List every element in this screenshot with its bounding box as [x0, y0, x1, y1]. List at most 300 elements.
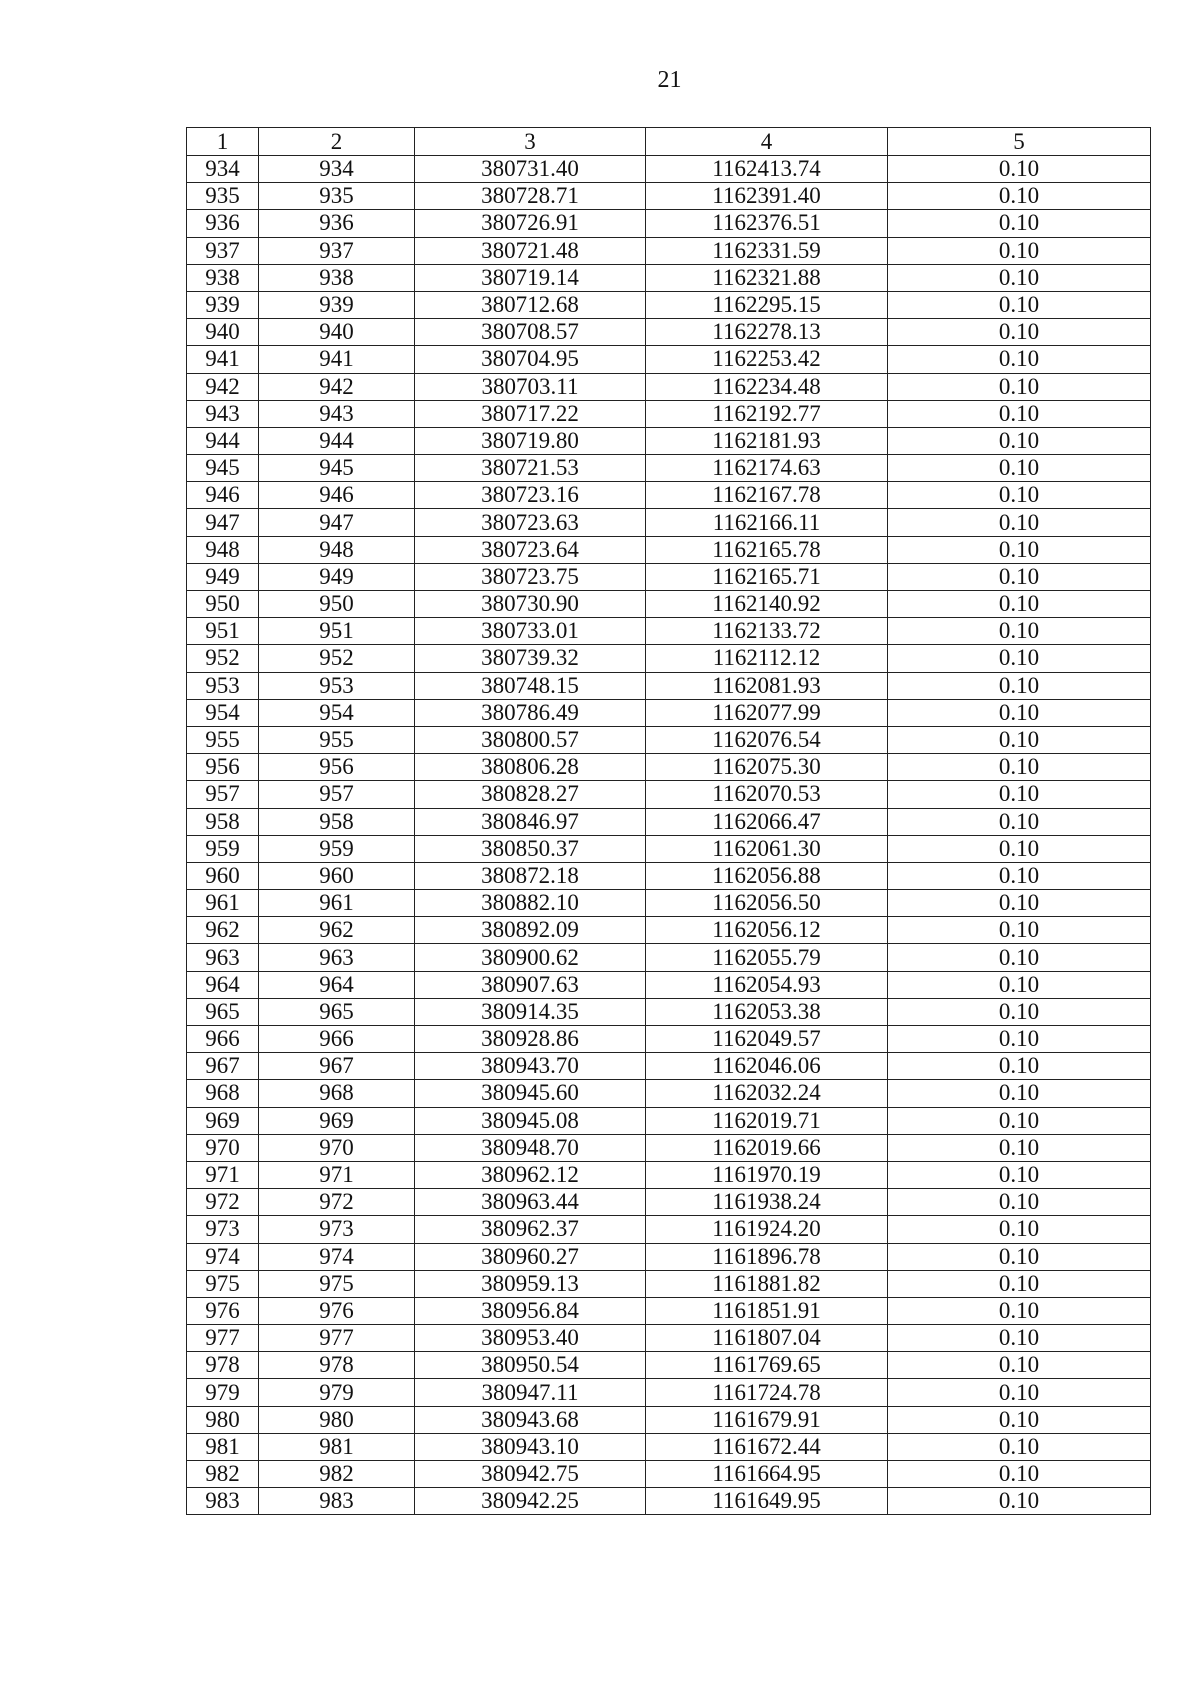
accuracy-cell: 0.10: [888, 427, 1151, 454]
point-id-cell: 936: [259, 210, 415, 237]
point-id-cell: 967: [259, 1053, 415, 1080]
table-row: [187, 482, 1151, 509]
accuracy-cell: 0.10: [888, 591, 1151, 618]
point-id-cell: 976: [259, 1297, 415, 1324]
point-number-cell: 950: [187, 591, 259, 618]
x-coordinate-cell: 380900.62: [415, 944, 646, 971]
table-row: [187, 808, 1151, 835]
table-row: [187, 699, 1151, 726]
accuracy-cell: 0.10: [888, 291, 1151, 318]
point-number-cell: 960: [187, 862, 259, 889]
table-row: [187, 1134, 1151, 1161]
point-number-cell: 955: [187, 726, 259, 753]
point-number-cell: 935: [187, 183, 259, 210]
table-row: [187, 291, 1151, 318]
accuracy-cell: 0.10: [888, 482, 1151, 509]
table-row: [187, 944, 1151, 971]
point-id-cell: 950: [259, 591, 415, 618]
x-coordinate-cell: 380708.57: [415, 319, 646, 346]
point-number-cell: 952: [187, 645, 259, 672]
table-header: [187, 128, 1151, 156]
table-row: [187, 862, 1151, 889]
point-id-cell: 983: [259, 1488, 415, 1515]
table-row: [187, 890, 1151, 917]
point-number-cell: 974: [187, 1243, 259, 1270]
point-number-cell: 946: [187, 482, 259, 509]
x-coordinate-cell: 380907.63: [415, 971, 646, 998]
column-header: 2: [259, 128, 415, 156]
table-row: [187, 998, 1151, 1025]
column-header: 5: [888, 128, 1151, 156]
table-row: [187, 346, 1151, 373]
x-coordinate-cell: 380723.64: [415, 536, 646, 563]
x-coordinate-cell: 380719.14: [415, 264, 646, 291]
table-row: [187, 754, 1151, 781]
y-coordinate-cell: 1162165.78: [646, 536, 888, 563]
point-number-cell: 973: [187, 1216, 259, 1243]
point-id-cell: 968: [259, 1080, 415, 1107]
x-coordinate-cell: 380928.86: [415, 1026, 646, 1053]
point-id-cell: 963: [259, 944, 415, 971]
accuracy-cell: 0.10: [888, 183, 1151, 210]
y-coordinate-cell: 1162234.48: [646, 373, 888, 400]
column-header: 3: [415, 128, 646, 156]
accuracy-cell: 0.10: [888, 1216, 1151, 1243]
accuracy-cell: 0.10: [888, 699, 1151, 726]
point-number-cell: 936: [187, 210, 259, 237]
table-row: [187, 1026, 1151, 1053]
y-coordinate-cell: 1161924.20: [646, 1216, 888, 1243]
x-coordinate-cell: 380717.22: [415, 400, 646, 427]
x-coordinate-cell: 380733.01: [415, 618, 646, 645]
y-coordinate-cell: 1162295.15: [646, 291, 888, 318]
x-coordinate-cell: 380828.27: [415, 781, 646, 808]
point-id-cell: 957: [259, 781, 415, 808]
x-coordinate-cell: 380892.09: [415, 917, 646, 944]
point-number-cell: 958: [187, 808, 259, 835]
table-row: [187, 237, 1151, 264]
y-coordinate-cell: 1162055.79: [646, 944, 888, 971]
accuracy-cell: 0.10: [888, 1379, 1151, 1406]
accuracy-cell: 0.10: [888, 645, 1151, 672]
accuracy-cell: 0.10: [888, 1352, 1151, 1379]
x-coordinate-cell: 380914.35: [415, 998, 646, 1025]
accuracy-cell: 0.10: [888, 998, 1151, 1025]
x-coordinate-cell: 380846.97: [415, 808, 646, 835]
table-row: [187, 672, 1151, 699]
y-coordinate-cell: 1162032.24: [646, 1080, 888, 1107]
point-number-cell: 934: [187, 156, 259, 183]
x-coordinate-cell: 380943.10: [415, 1433, 646, 1460]
point-number-cell: 949: [187, 563, 259, 590]
y-coordinate-cell: 1162056.50: [646, 890, 888, 917]
y-coordinate-cell: 1162376.51: [646, 210, 888, 237]
point-number-cell: 964: [187, 971, 259, 998]
accuracy-cell: 0.10: [888, 536, 1151, 563]
point-id-cell: 956: [259, 754, 415, 781]
y-coordinate-cell: 1162181.93: [646, 427, 888, 454]
point-id-cell: 969: [259, 1107, 415, 1134]
y-coordinate-cell: 1162140.92: [646, 591, 888, 618]
table-row: [187, 1080, 1151, 1107]
y-coordinate-cell: 1162192.77: [646, 400, 888, 427]
x-coordinate-cell: 380726.91: [415, 210, 646, 237]
x-coordinate-cell: 380704.95: [415, 346, 646, 373]
point-id-cell: 944: [259, 427, 415, 454]
table-row: [187, 1297, 1151, 1324]
point-id-cell: 977: [259, 1325, 415, 1352]
accuracy-cell: 0.10: [888, 1026, 1151, 1053]
y-coordinate-cell: 1162077.99: [646, 699, 888, 726]
point-number-cell: 969: [187, 1107, 259, 1134]
point-id-cell: 935: [259, 183, 415, 210]
point-id-cell: 961: [259, 890, 415, 917]
y-coordinate-cell: 1162053.38: [646, 998, 888, 1025]
table-row: [187, 1325, 1151, 1352]
accuracy-cell: 0.10: [888, 210, 1151, 237]
point-id-cell: 940: [259, 319, 415, 346]
point-id-cell: 978: [259, 1352, 415, 1379]
point-number-cell: 972: [187, 1189, 259, 1216]
point-id-cell: 934: [259, 156, 415, 183]
accuracy-cell: 0.10: [888, 890, 1151, 917]
table-row: [187, 1488, 1151, 1515]
x-coordinate-cell: 380953.40: [415, 1325, 646, 1352]
x-coordinate-cell: 380943.70: [415, 1053, 646, 1080]
point-number-cell: 978: [187, 1352, 259, 1379]
point-id-cell: 982: [259, 1461, 415, 1488]
y-coordinate-cell: 1161724.78: [646, 1379, 888, 1406]
table-row: [187, 264, 1151, 291]
point-id-cell: 951: [259, 618, 415, 645]
y-coordinate-cell: 1162081.93: [646, 672, 888, 699]
point-id-cell: 981: [259, 1433, 415, 1460]
table-row: [187, 536, 1151, 563]
y-coordinate-cell: 1162391.40: [646, 183, 888, 210]
accuracy-cell: 0.10: [888, 1161, 1151, 1188]
x-coordinate-cell: 380950.54: [415, 1352, 646, 1379]
x-coordinate-cell: 380945.08: [415, 1107, 646, 1134]
point-id-cell: 960: [259, 862, 415, 889]
x-coordinate-cell: 380960.27: [415, 1243, 646, 1270]
point-number-cell: 975: [187, 1270, 259, 1297]
accuracy-cell: 0.10: [888, 319, 1151, 346]
y-coordinate-cell: 1161970.19: [646, 1161, 888, 1188]
table-row: [187, 210, 1151, 237]
point-number-cell: 943: [187, 400, 259, 427]
point-number-cell: 940: [187, 319, 259, 346]
y-coordinate-cell: 1162019.66: [646, 1134, 888, 1161]
table-row: [187, 1406, 1151, 1433]
table-row: [187, 1379, 1151, 1406]
x-coordinate-cell: 380963.44: [415, 1189, 646, 1216]
point-id-cell: 942: [259, 373, 415, 400]
point-number-cell: 963: [187, 944, 259, 971]
accuracy-cell: 0.10: [888, 373, 1151, 400]
point-id-cell: 939: [259, 291, 415, 318]
table-row: [187, 1216, 1151, 1243]
point-number-cell: 971: [187, 1161, 259, 1188]
y-coordinate-cell: 1162321.88: [646, 264, 888, 291]
point-id-cell: 975: [259, 1270, 415, 1297]
accuracy-cell: 0.10: [888, 862, 1151, 889]
table-row: [187, 971, 1151, 998]
accuracy-cell: 0.10: [888, 672, 1151, 699]
point-id-cell: 965: [259, 998, 415, 1025]
point-number-cell: 951: [187, 618, 259, 645]
point-number-cell: 965: [187, 998, 259, 1025]
point-number-cell: 966: [187, 1026, 259, 1053]
point-number-cell: 947: [187, 509, 259, 536]
point-id-cell: 958: [259, 808, 415, 835]
table-row: [187, 591, 1151, 618]
point-number-cell: 981: [187, 1433, 259, 1460]
x-coordinate-cell: 380806.28: [415, 754, 646, 781]
table-row: [187, 618, 1151, 645]
x-coordinate-cell: 380882.10: [415, 890, 646, 917]
x-coordinate-cell: 380872.18: [415, 862, 646, 889]
table-row: [187, 1433, 1151, 1460]
accuracy-cell: 0.10: [888, 808, 1151, 835]
x-coordinate-cell: 380962.12: [415, 1161, 646, 1188]
table-row: [187, 645, 1151, 672]
point-id-cell: 949: [259, 563, 415, 590]
table-row: [187, 781, 1151, 808]
x-coordinate-cell: 380721.53: [415, 455, 646, 482]
accuracy-cell: 0.10: [888, 1488, 1151, 1515]
y-coordinate-cell: 1162174.63: [646, 455, 888, 482]
x-coordinate-cell: 380850.37: [415, 835, 646, 862]
accuracy-cell: 0.10: [888, 1134, 1151, 1161]
y-coordinate-cell: 1162076.54: [646, 726, 888, 753]
y-coordinate-cell: 1162019.71: [646, 1107, 888, 1134]
x-coordinate-cell: 380948.70: [415, 1134, 646, 1161]
table-row: [187, 1270, 1151, 1297]
accuracy-cell: 0.10: [888, 1189, 1151, 1216]
coordinates-table: [186, 127, 1151, 1515]
y-coordinate-cell: 1162046.06: [646, 1053, 888, 1080]
point-id-cell: 953: [259, 672, 415, 699]
point-number-cell: 976: [187, 1297, 259, 1324]
point-number-cell: 945: [187, 455, 259, 482]
x-coordinate-cell: 380942.75: [415, 1461, 646, 1488]
point-number-cell: 957: [187, 781, 259, 808]
accuracy-cell: 0.10: [888, 1107, 1151, 1134]
table-row: [187, 1189, 1151, 1216]
x-coordinate-cell: 380800.57: [415, 726, 646, 753]
point-id-cell: 959: [259, 835, 415, 862]
table-row: [187, 1107, 1151, 1134]
table-row: [187, 156, 1151, 183]
y-coordinate-cell: 1162413.74: [646, 156, 888, 183]
point-id-cell: 979: [259, 1379, 415, 1406]
accuracy-cell: 0.10: [888, 237, 1151, 264]
x-coordinate-cell: 380962.37: [415, 1216, 646, 1243]
accuracy-cell: 0.10: [888, 1433, 1151, 1460]
point-number-cell: 970: [187, 1134, 259, 1161]
column-header: 1: [187, 128, 259, 156]
point-id-cell: 954: [259, 699, 415, 726]
table-row: [187, 835, 1151, 862]
point-number-cell: 961: [187, 890, 259, 917]
accuracy-cell: 0.10: [888, 917, 1151, 944]
accuracy-cell: 0.10: [888, 563, 1151, 590]
table-row: [187, 1352, 1151, 1379]
table-body: [187, 156, 1151, 1515]
table-row: [187, 427, 1151, 454]
point-number-cell: 944: [187, 427, 259, 454]
point-number-cell: 967: [187, 1053, 259, 1080]
table-row: [187, 319, 1151, 346]
point-number-cell: 954: [187, 699, 259, 726]
y-coordinate-cell: 1161769.65: [646, 1352, 888, 1379]
accuracy-cell: 0.10: [888, 455, 1151, 482]
table-row: [187, 563, 1151, 590]
point-number-cell: 948: [187, 536, 259, 563]
point-number-cell: 938: [187, 264, 259, 291]
x-coordinate-cell: 380719.80: [415, 427, 646, 454]
y-coordinate-cell: 1161851.91: [646, 1297, 888, 1324]
accuracy-cell: 0.10: [888, 944, 1151, 971]
y-coordinate-cell: 1162165.71: [646, 563, 888, 590]
table-row: [187, 1243, 1151, 1270]
accuracy-cell: 0.10: [888, 1080, 1151, 1107]
point-id-cell: 952: [259, 645, 415, 672]
point-number-cell: 968: [187, 1080, 259, 1107]
point-id-cell: 974: [259, 1243, 415, 1270]
x-coordinate-cell: 380739.32: [415, 645, 646, 672]
point-id-cell: 966: [259, 1026, 415, 1053]
point-id-cell: 948: [259, 536, 415, 563]
point-id-cell: 941: [259, 346, 415, 373]
accuracy-cell: 0.10: [888, 1325, 1151, 1352]
x-coordinate-cell: 380712.68: [415, 291, 646, 318]
y-coordinate-cell: 1161807.04: [646, 1325, 888, 1352]
accuracy-cell: 0.10: [888, 1406, 1151, 1433]
table-row: [187, 1161, 1151, 1188]
x-coordinate-cell: 380723.75: [415, 563, 646, 590]
y-coordinate-cell: 1162253.42: [646, 346, 888, 373]
accuracy-cell: 0.10: [888, 754, 1151, 781]
x-coordinate-cell: 380728.71: [415, 183, 646, 210]
header-row: [187, 128, 1151, 156]
y-coordinate-cell: 1162167.78: [646, 482, 888, 509]
y-coordinate-cell: 1161649.95: [646, 1488, 888, 1515]
point-id-cell: 938: [259, 264, 415, 291]
table-row: [187, 1461, 1151, 1488]
y-coordinate-cell: 1162054.93: [646, 971, 888, 998]
accuracy-cell: 0.10: [888, 400, 1151, 427]
accuracy-cell: 0.10: [888, 1270, 1151, 1297]
y-coordinate-cell: 1161664.95: [646, 1461, 888, 1488]
accuracy-cell: 0.10: [888, 1461, 1151, 1488]
x-coordinate-cell: 380748.15: [415, 672, 646, 699]
y-coordinate-cell: 1161938.24: [646, 1189, 888, 1216]
point-id-cell: 980: [259, 1406, 415, 1433]
y-coordinate-cell: 1162133.72: [646, 618, 888, 645]
accuracy-cell: 0.10: [888, 346, 1151, 373]
table-row: [187, 373, 1151, 400]
accuracy-cell: 0.10: [888, 156, 1151, 183]
point-id-cell: 937: [259, 237, 415, 264]
table-row: [187, 400, 1151, 427]
point-number-cell: 942: [187, 373, 259, 400]
point-id-cell: 947: [259, 509, 415, 536]
point-number-cell: 979: [187, 1379, 259, 1406]
point-number-cell: 983: [187, 1488, 259, 1515]
point-number-cell: 977: [187, 1325, 259, 1352]
y-coordinate-cell: 1162112.12: [646, 645, 888, 672]
y-coordinate-cell: 1162166.11: [646, 509, 888, 536]
accuracy-cell: 0.10: [888, 264, 1151, 291]
point-number-cell: 982: [187, 1461, 259, 1488]
table-row: [187, 509, 1151, 536]
point-id-cell: 945: [259, 455, 415, 482]
accuracy-cell: 0.10: [888, 1053, 1151, 1080]
y-coordinate-cell: 1161881.82: [646, 1270, 888, 1297]
accuracy-cell: 0.10: [888, 618, 1151, 645]
x-coordinate-cell: 380723.16: [415, 482, 646, 509]
point-number-cell: 941: [187, 346, 259, 373]
y-coordinate-cell: 1162278.13: [646, 319, 888, 346]
point-number-cell: 962: [187, 917, 259, 944]
page-number: 21: [657, 67, 682, 93]
table-row: [187, 726, 1151, 753]
accuracy-cell: 0.10: [888, 971, 1151, 998]
x-coordinate-cell: 380730.90: [415, 591, 646, 618]
accuracy-cell: 0.10: [888, 781, 1151, 808]
point-number-cell: 937: [187, 237, 259, 264]
x-coordinate-cell: 380723.63: [415, 509, 646, 536]
accuracy-cell: 0.10: [888, 509, 1151, 536]
x-coordinate-cell: 380721.48: [415, 237, 646, 264]
point-id-cell: 972: [259, 1189, 415, 1216]
x-coordinate-cell: 380731.40: [415, 156, 646, 183]
y-coordinate-cell: 1161672.44: [646, 1433, 888, 1460]
accuracy-cell: 0.10: [888, 835, 1151, 862]
y-coordinate-cell: 1162056.88: [646, 862, 888, 889]
y-coordinate-cell: 1162331.59: [646, 237, 888, 264]
point-id-cell: 970: [259, 1134, 415, 1161]
x-coordinate-cell: 380945.60: [415, 1080, 646, 1107]
x-coordinate-cell: 380786.49: [415, 699, 646, 726]
column-header: 4: [646, 128, 888, 156]
x-coordinate-cell: 380956.84: [415, 1297, 646, 1324]
x-coordinate-cell: 380959.13: [415, 1270, 646, 1297]
point-id-cell: 973: [259, 1216, 415, 1243]
y-coordinate-cell: 1162049.57: [646, 1026, 888, 1053]
x-coordinate-cell: 380942.25: [415, 1488, 646, 1515]
point-id-cell: 943: [259, 400, 415, 427]
point-id-cell: 962: [259, 917, 415, 944]
point-number-cell: 980: [187, 1406, 259, 1433]
y-coordinate-cell: 1161679.91: [646, 1406, 888, 1433]
x-coordinate-cell: 380947.11: [415, 1379, 646, 1406]
table-row: [187, 455, 1151, 482]
accuracy-cell: 0.10: [888, 1243, 1151, 1270]
y-coordinate-cell: 1162070.53: [646, 781, 888, 808]
y-coordinate-cell: 1162056.12: [646, 917, 888, 944]
accuracy-cell: 0.10: [888, 726, 1151, 753]
x-coordinate-cell: 380703.11: [415, 373, 646, 400]
point-number-cell: 939: [187, 291, 259, 318]
point-id-cell: 946: [259, 482, 415, 509]
y-coordinate-cell: 1162066.47: [646, 808, 888, 835]
table-row: [187, 917, 1151, 944]
point-number-cell: 956: [187, 754, 259, 781]
point-number-cell: 953: [187, 672, 259, 699]
table-row: [187, 1053, 1151, 1080]
